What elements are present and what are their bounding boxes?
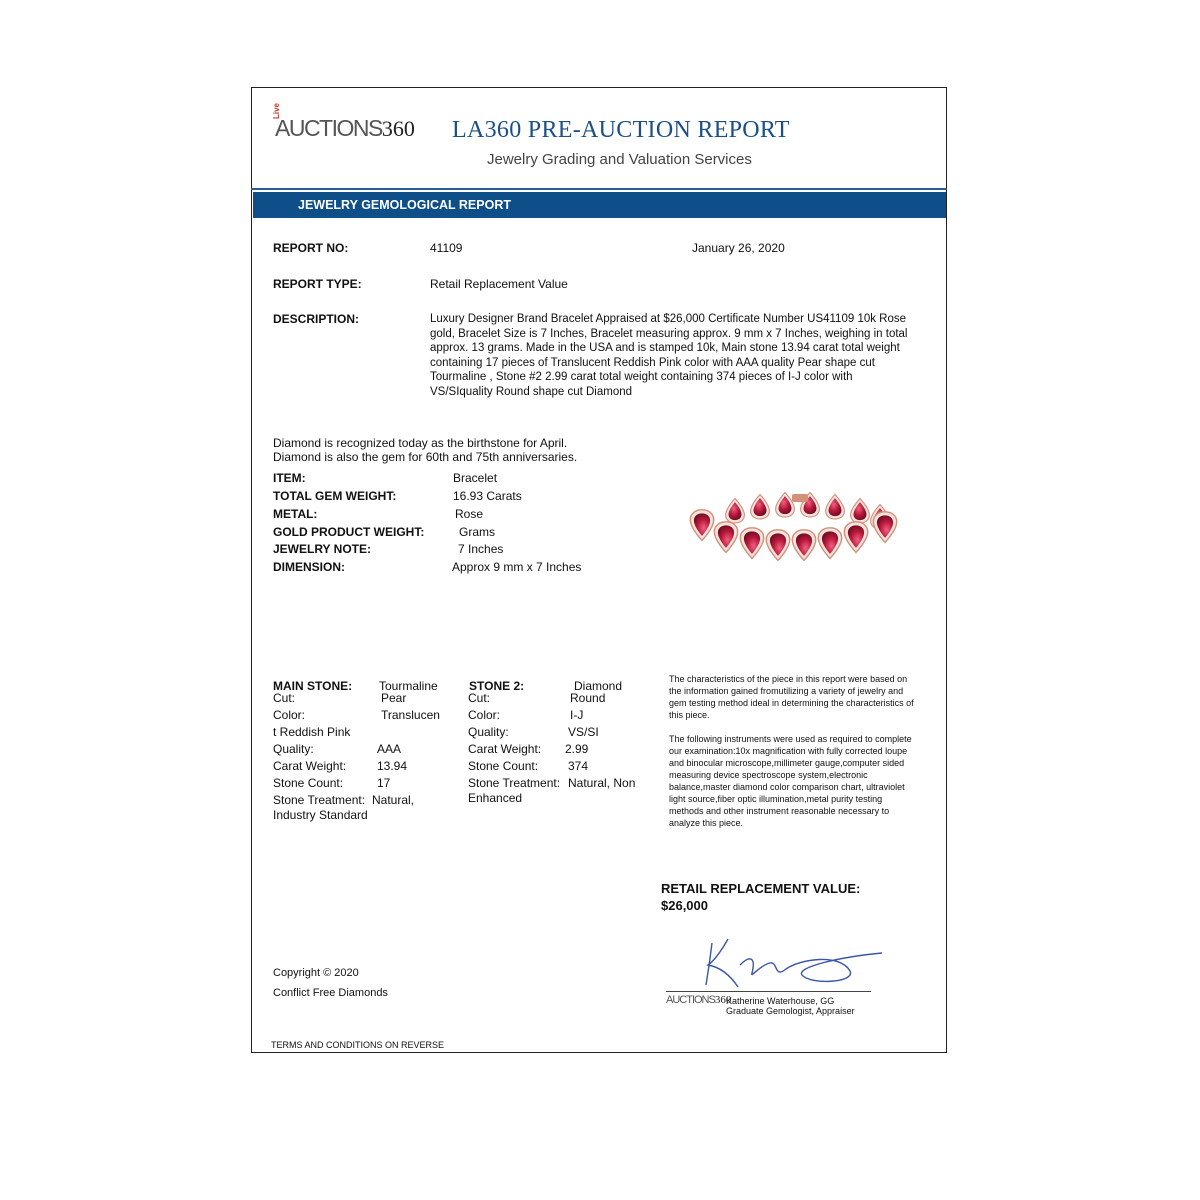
bracelet-gem [726, 498, 745, 522]
header-divider [251, 188, 947, 190]
bracelet-gem [740, 528, 763, 559]
signature-logo-auctions: AUCTIONS [666, 994, 715, 1006]
stone2-cut-label: Cut: [468, 691, 491, 705]
stone2-treatment-value-cont: Enhanced [468, 791, 523, 805]
main-stone-cut-value: Pear [381, 691, 407, 705]
main-stone-quality-label: Quality: [273, 742, 314, 756]
logo-auctions-text: AUCTIONS [275, 115, 382, 141]
stone2-color-value: I-J [570, 708, 584, 722]
main-stone-name: Tourmaline [379, 679, 438, 693]
bracelet-gem [766, 530, 789, 561]
bracelet-image [680, 486, 910, 566]
stone2-name: Diamond [574, 679, 623, 693]
main-stone-count-value: 17 [377, 776, 391, 790]
report-subtitle: Jewelry Grading and Valuation Services [487, 151, 752, 168]
bracelet-gem [818, 528, 841, 559]
report-no-label: REPORT NO: [273, 241, 349, 255]
spec-value-gold-weight: Grams [459, 525, 495, 539]
stone2-cut-value: Round [570, 691, 606, 705]
stone2-quality-label: Quality: [468, 725, 509, 739]
stone2-treatment-value: Natural, Non [568, 776, 636, 790]
report-type-value: Retail Replacement Value [430, 277, 568, 291]
main-stone-cut-label: Cut: [273, 691, 296, 705]
banner-text: JEWELRY GEMOLOGICAL REPORT [298, 198, 511, 212]
signature-logo-360: 360 [714, 994, 732, 1006]
main-stone-color-label: Color: [273, 708, 306, 722]
bracelet-gem [714, 522, 737, 553]
bracelet-gem [873, 512, 896, 543]
main-stone-treatment-value: Natural, [372, 793, 415, 807]
bracelet-gem [826, 494, 845, 518]
signature-line [666, 991, 871, 992]
main-stone-carat-label: Carat Weight: [273, 759, 347, 773]
section-banner [253, 192, 946, 218]
stone2-count-value: 374 [568, 759, 589, 773]
signature-logo [666, 994, 731, 1006]
bracelet-gem [751, 494, 770, 518]
copyright-text: Copyright © 2020 [273, 967, 359, 979]
stone2-carat-value: 2.99 [565, 742, 589, 756]
bracelet-gem [690, 510, 713, 541]
stone2-quality-value: VS/SI [568, 725, 599, 739]
appraiser-name: Katherine Waterhouse, GG [726, 996, 835, 1006]
report-no-value: 41109 [430, 241, 463, 255]
spec-value-jewelry-note: 7 Inches [458, 542, 504, 556]
bracelet-gem [851, 498, 870, 522]
stone2-color-label: Color: [468, 708, 501, 722]
spec-label-dimension: DIMENSION: [273, 560, 345, 574]
main-stone-count-label: Stone Count: [273, 776, 344, 790]
main-stone-heading: MAIN STONE: [273, 679, 353, 693]
stone2-count-label: Stone Count: [468, 759, 539, 773]
signature-image [690, 935, 890, 990]
bracelet-gem [792, 530, 815, 561]
bracelet-gem [776, 492, 795, 516]
report-title: LA360 PRE-AUCTION REPORT [452, 117, 790, 143]
stone2-treatment-label: Stone Treatment: [468, 776, 561, 790]
instruments-note: The following instruments were used as required to complete our examination:10x magnification with fully corrected loupe and binocular microscope,millimeter gauge,computer sided measuring device spectroscope system,electronic balance,master diamond color comparison chart, ultraviolet light source,fiber optic illumination,metal purity testing methods and other instrument reasonable necessary to analyze this piece. [669, 734, 912, 828]
description-text: Luxury Designer Brand Bracelet Appraised at $26,000 Certificate Number US41109 10k Rose gold, Bracelet Size is 7 Inches, Bracelet measuring approx. 9 mm x 7 Inches, weighing in total approx. 13 grams. Made in the USA and is stamped 10k, Main stone 13.94 carat total weight containing 17 pieces of Translucent Reddish Pink color with AAA quality Pear shape cut Tourmaline , Stone #2 2.99 carat total weight containing 374 pieces of I-J color with VS/SIquality Round shape cut Diamond [430, 313, 908, 398]
spec-label-gem-weight: TOTAL GEM WEIGHT: [273, 489, 397, 503]
main-stone-carat-value: 13.94 [377, 759, 408, 773]
spec-value-metal: Rose [455, 507, 484, 521]
characteristics-note: The characteristics of the piece in this report were based on the information gained fromutilizing a variety of jewelry and gem testing method ideal in determining the characteristics of this piece. [669, 674, 914, 720]
logo-live-text: Live [272, 102, 281, 119]
spec-value-item: Bracelet [453, 471, 498, 485]
spec-value-dimension: Approx 9 mm x 7 Inches [452, 560, 582, 574]
main-stone-quality-value: AAA [377, 742, 402, 756]
main-stone-treatment-value-cont: Industry Standard [273, 808, 368, 822]
conflict-free-text: Conflict Free Diamonds [273, 987, 388, 999]
spec-label-gold-weight: GOLD PRODUCT WEIGHT: [273, 525, 425, 539]
description-label: DESCRIPTION: [273, 312, 360, 326]
appraiser-title: Graduate Gemologist, Appraiser [726, 1006, 855, 1016]
main-stone-color-value-cont: t Reddish Pink [273, 725, 351, 739]
spec-label-item: ITEM: [273, 471, 306, 485]
bracelet-gem [844, 522, 867, 553]
stone2-carat-label: Carat Weight: [468, 742, 542, 756]
live-auctions-logo [272, 102, 415, 142]
stone2-heading: STONE 2: [469, 679, 525, 693]
report-date: January 26, 2020 [692, 241, 785, 255]
main-stone-color-value: Translucen [381, 708, 440, 722]
spec-value-gem-weight: 16.93 Carats [453, 489, 522, 503]
logo-360-text: 360 [381, 116, 415, 141]
retail-replacement-value [661, 880, 860, 914]
retail-value-amount: $26,000 [661, 898, 708, 913]
birthstone-line-1: Diamond is recognized today as the birthstone for April. [273, 436, 568, 450]
report-type-label: REPORT TYPE: [273, 277, 362, 291]
retail-value-label: RETAIL REPLACEMENT VALUE: [661, 881, 861, 896]
spec-label-metal: METAL: [273, 507, 318, 521]
spec-label-jewelry-note: JEWELRY NOTE: [273, 542, 372, 556]
main-stone-treatment-label: Stone Treatment: [273, 793, 366, 807]
birthstone-line-2: Diamond is also the gem for 60th and 75th anniversaries. [273, 450, 578, 464]
bracelet-clasp [792, 494, 808, 502]
terms-text: TERMS AND CONDITIONS ON REVERSE [271, 1040, 445, 1050]
